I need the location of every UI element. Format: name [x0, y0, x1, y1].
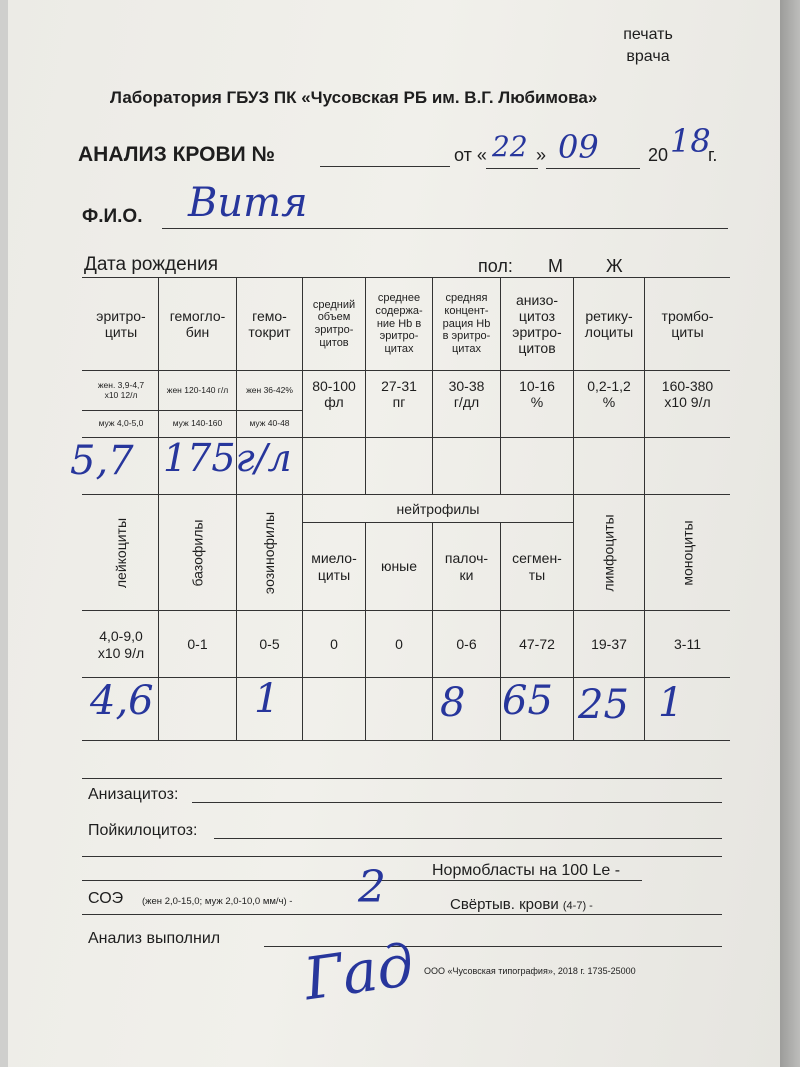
- t1-header-reticulocytes: ретику- лоциты: [584, 307, 634, 340]
- fio-underline: [162, 228, 728, 229]
- number-underline: [320, 166, 450, 167]
- sex-male: М: [548, 256, 563, 276]
- t2-norm-lymphocytes: 19-37: [591, 636, 627, 653]
- t2-line-results: [82, 677, 730, 678]
- t1-result-hemoglobin: 175г/л: [163, 436, 292, 480]
- t2-norm-leukocytes: 4,0-9,0 x10 9/л: [97, 628, 145, 661]
- t1-norm-m-hematocrit: муж 40-48: [249, 418, 290, 429]
- date-prefix: от «: [454, 145, 487, 165]
- stamp-label: печать врача: [623, 26, 673, 65]
- coagulation-label-text: Свёртыв. крови: [450, 896, 559, 913]
- sex-label: пол:: [478, 256, 513, 276]
- t2-norm-eosinophils: 0-5: [259, 636, 280, 653]
- birth-label: Дата рождения: [84, 254, 219, 275]
- esr-line: [82, 914, 722, 915]
- t1-norm-f-hemoglobin: жен 120-140 г/л: [166, 385, 229, 396]
- month-underline: [546, 168, 640, 169]
- t2-header-eosinophils-text: эозинофилы: [261, 511, 278, 595]
- coagulation-norm: (4-7) -: [562, 900, 593, 912]
- esr-value: 2: [358, 862, 386, 913]
- date-month: 09: [558, 128, 599, 166]
- t1-norm-platelets: 160-380 x10 9/л: [661, 378, 714, 411]
- blank-line-2: [82, 856, 722, 857]
- t1-header-hematocrit: гемо- токрит: [248, 307, 291, 340]
- t1-norm-mcv: 80-100 фл: [312, 378, 356, 411]
- fio-label: Ф.И.О.: [82, 206, 143, 227]
- anisocytosis-label: Анизацитоз:: [88, 786, 179, 803]
- lab-name: Лаборатория ГБУЗ ПК «Чусовская РБ им. В.Г. Любимова»: [110, 88, 598, 107]
- t2-result-segmented: 65: [502, 678, 553, 724]
- t2-header-young: юные: [380, 558, 418, 575]
- t2-header-monocytes: [645, 496, 730, 610]
- anisocytosis-line: [192, 802, 722, 803]
- t1-header-erythrocytes: эритро- циты: [96, 307, 146, 340]
- t2-header-segmented: сегмен- ты: [512, 550, 562, 583]
- t1-header-anisocytosis: анизо- цитоз эритро- цитов: [512, 291, 562, 357]
- poikilocytosis-line: [214, 838, 722, 839]
- normoblasts-label: Нормобласты на 100 Le -: [432, 862, 621, 879]
- t2-header-monocytes-text: моноциты: [679, 520, 696, 586]
- year-suffix: 18: [670, 122, 711, 160]
- t2-header-lymphocytes-text: лимфоциты: [600, 514, 617, 592]
- t1-result-erythrocytes: 5,7: [70, 438, 134, 484]
- t2-norm-band: 0-6: [456, 636, 477, 653]
- t1-norm-reticulocytes: 0,2-1,2 %: [587, 378, 631, 411]
- t1-header-platelets: тромбо- циты: [661, 307, 714, 340]
- t1-header-mcv: средний объем эритро- цитов: [312, 298, 356, 349]
- t1-norm-m-hemoglobin: муж 140-160: [172, 418, 223, 429]
- sex-female: Ж: [606, 256, 623, 276]
- t2-norm-myelocytes: 0: [330, 636, 338, 653]
- t1-header-hemoglobin: гемогло- бин: [169, 307, 226, 340]
- year-g: г.: [708, 145, 718, 165]
- t2-norm-segmented: 47-72: [519, 636, 555, 653]
- t2-result-eosinophils: 1: [254, 676, 280, 722]
- esr-norm: (жен 2,0-15,0; муж 2,0-10,0 мм/ч) -: [142, 896, 293, 907]
- date-quote-close: »: [536, 145, 547, 165]
- t2-result-lymphocytes: 25: [578, 682, 629, 728]
- t2-result-leukocytes: 4,6: [90, 678, 154, 724]
- esr-label: СОЭ: [88, 890, 124, 907]
- year-prefix: 20: [648, 145, 669, 165]
- fio-value: Витя: [188, 180, 308, 226]
- t2-header-neutrophils: нейтрофилы: [396, 500, 480, 517]
- date-day: 22: [492, 130, 528, 163]
- t1-header-mchc: средняя концент- рация Hb в эритро- цитах: [442, 292, 491, 355]
- t2-norm-basophils: 0-1: [187, 636, 208, 653]
- t2-header-basophils-text: базофилы: [189, 519, 206, 587]
- blank-line: [82, 778, 722, 779]
- t1-norm-anisocytosis: 10-16 %: [519, 378, 555, 411]
- t2-line-bottom: [82, 740, 730, 741]
- blood-test-form: [8, 0, 780, 1067]
- t2-norm-monocytes: 3-11: [674, 636, 701, 653]
- page-title: АНАЛИЗ КРОВИ №: [78, 143, 275, 166]
- t2-header-leukocytes-text: лейкоциты: [112, 517, 129, 589]
- day-underline: [486, 168, 538, 169]
- t2-result-monocytes: 1: [658, 680, 684, 726]
- birth-underline: [82, 277, 730, 278]
- t2-header-basophils: [159, 496, 236, 610]
- t2-header-eosinophils: [237, 496, 302, 610]
- t1-norm-mch: 27-31 пг: [381, 378, 417, 411]
- signature: Гад: [299, 930, 418, 1014]
- t1-norm-f-hematocrit: жен 36-42%: [246, 385, 293, 396]
- t2-header-lymphocytes: [574, 496, 644, 610]
- t2-header-leukocytes: [84, 496, 158, 610]
- coagulation-label: [450, 896, 593, 913]
- t1-header-mch: среднее содержа- ние Hb в эритро- цитах: [375, 292, 423, 355]
- t2-line-norm: [82, 610, 730, 611]
- t1-line-bottom: [82, 494, 730, 495]
- page-edge-shadow: [780, 0, 800, 1067]
- performed-label: Анализ выполнил: [88, 930, 221, 947]
- t2-header-band: палоч- ки: [444, 550, 489, 583]
- t1-norm-m-erythrocytes: муж 4,0-5,0: [98, 418, 144, 429]
- t2-header-myelocytes: миело- циты: [311, 550, 357, 583]
- printer-info: ООО «Чусовская типография», 2018 г. 1735-25000: [424, 966, 636, 976]
- t1-norm-mchc: 30-38 г/дл: [448, 378, 485, 411]
- t2-norm-young: 0: [395, 636, 403, 653]
- t1-norm-f-erythrocytes: жен. 3,9-4,7 x10 12/л: [97, 380, 145, 400]
- poikilocytosis-label: Пойкилоцитоз:: [88, 822, 198, 839]
- t2-result-band: 8: [440, 680, 466, 726]
- t1-line-norm: [82, 370, 730, 371]
